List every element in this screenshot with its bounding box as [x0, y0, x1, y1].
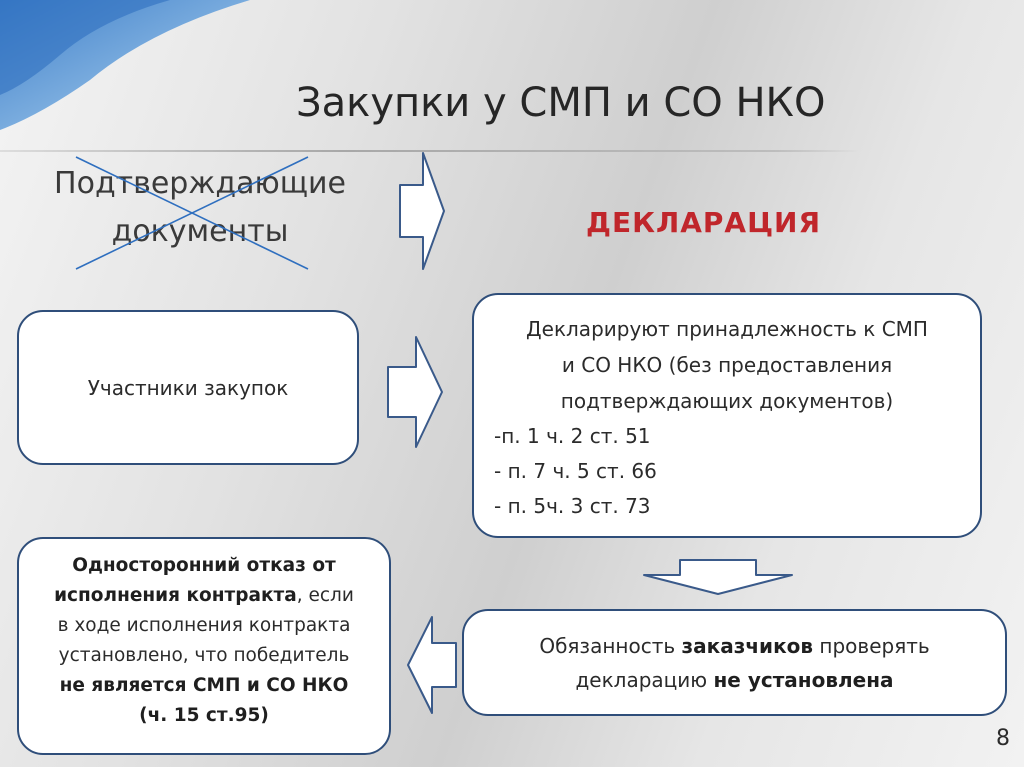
arrow-right-icon	[395, 150, 447, 272]
arrow-left-icon	[404, 614, 460, 716]
corner-decoration	[0, 0, 320, 150]
refusal-bold2: исполнения контракта	[54, 585, 297, 606]
slide-title: Закупки у СМП и СО НКО	[296, 80, 826, 126]
refusal-bold6: (ч. 15 ст.95)	[139, 705, 269, 726]
refusal-plain2: , если	[296, 585, 354, 606]
arrow-down-icon	[640, 557, 796, 597]
refusal-line3: в ходе исполнения контракта	[57, 615, 351, 636]
crossed-out-line1: Подтверждающие	[54, 166, 346, 201]
declaration-box	[472, 293, 982, 538]
reference-item: - п. 7 ч. 5 ст. 66	[494, 459, 657, 483]
duty-bold2: не установлена	[713, 668, 894, 692]
reference-item: - п. 5ч. 3 ст. 73	[494, 494, 651, 518]
duty-plain1a: Обязанность	[539, 634, 682, 658]
cross-mark-icon	[72, 155, 312, 273]
refusal-bold1: Односторонний отказ от	[72, 555, 336, 576]
duty-plain1b: проверять	[813, 634, 930, 658]
duty-box	[462, 609, 1007, 716]
arrow-right-icon	[384, 333, 446, 451]
participants-label: Участники закупок	[87, 375, 289, 400]
duty-plain2: декларацию	[575, 668, 714, 692]
refusal-line4: установлено, что победитель	[58, 645, 350, 666]
declare-line2: и СО НКО (без предоставления	[561, 353, 893, 377]
refusal-box	[17, 537, 391, 755]
declare-line1: Декларируют принадлежность к СМП	[526, 317, 928, 341]
declare-line3: подтверждающих документов)	[560, 389, 894, 413]
page-number: 8	[996, 726, 1010, 751]
reference-item: -п. 1 ч. 2 ст. 51	[494, 424, 651, 448]
crossed-out-line2: документы	[111, 214, 289, 249]
participants-box	[17, 310, 359, 465]
duty-bold1: заказчиков	[681, 634, 814, 658]
refusal-bold5: не является СМП и СО НКО	[59, 675, 349, 696]
declaration-heading: ДЕКЛАРАЦИЯ	[586, 206, 822, 239]
